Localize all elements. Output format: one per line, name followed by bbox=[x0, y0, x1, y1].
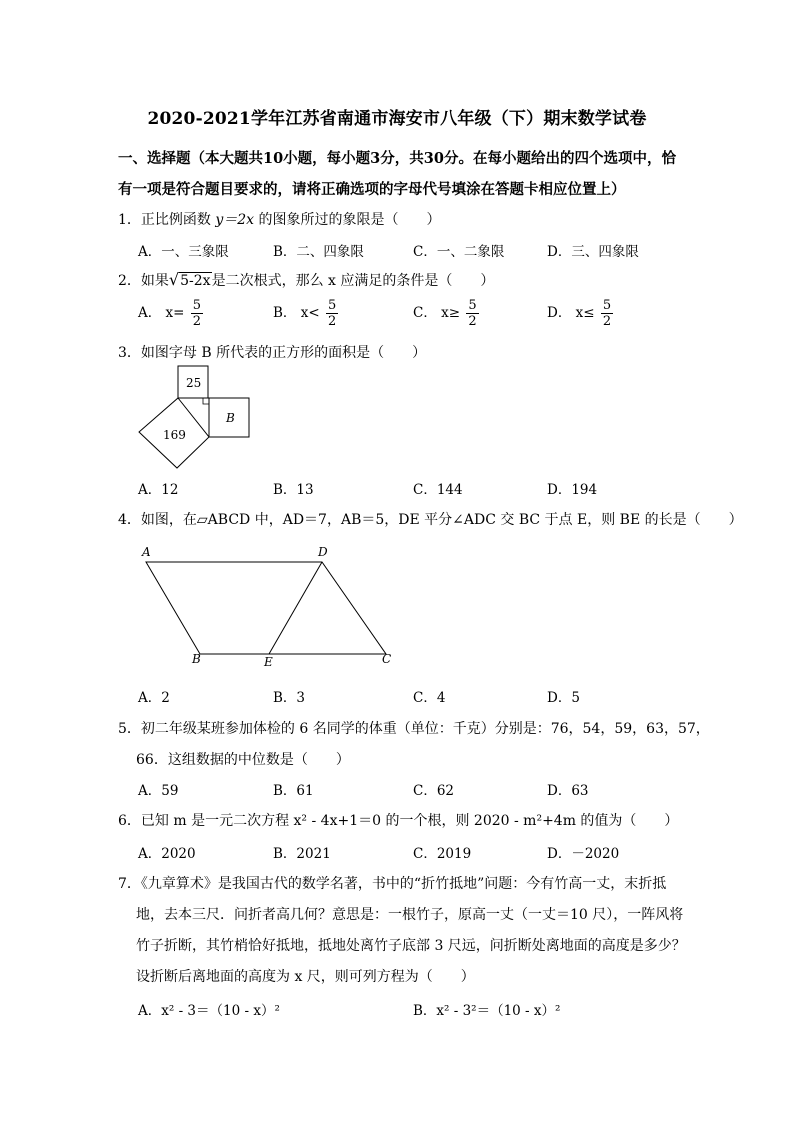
label-b: B bbox=[192, 652, 201, 666]
q1-prefix: 1．正比例函数 bbox=[118, 212, 216, 228]
q3-squares-figure bbox=[130, 362, 260, 474]
q4-option-a[interactable]: A．2 bbox=[138, 690, 170, 706]
q2-a-den: 2 bbox=[192, 314, 202, 329]
question-1-stem bbox=[118, 209, 441, 229]
q5-option-a[interactable]: A．59 bbox=[138, 783, 179, 799]
q5-option-c[interactable]: C．62 bbox=[413, 783, 455, 799]
q1-option-a[interactable]: A．一、三象限 bbox=[138, 244, 229, 260]
q1-suffix: 的图象所过的象限是（ ） bbox=[254, 212, 441, 228]
q4-parallelogram-figure bbox=[136, 540, 401, 668]
q1-option-c[interactable]: C．一、二象限 bbox=[413, 244, 505, 260]
segment-de bbox=[269, 562, 322, 654]
q2-d-num: 5 bbox=[602, 298, 612, 313]
q4-option-d[interactable]: D．5 bbox=[547, 690, 580, 706]
q2-prefix: 2．如果 bbox=[118, 273, 169, 289]
label-d: D bbox=[318, 545, 328, 559]
question-5-line1: 5．初二年级某班参加体检的 6 名同学的体重（单位：千克）分别是：76，54，59，63，57， bbox=[118, 721, 710, 737]
q2-c-fraction bbox=[466, 299, 478, 328]
question-7-line4: 设折断后离地面的高度为 x 尺，则可列方程为（ ） bbox=[136, 969, 475, 985]
q2-c-lhs: x≥ bbox=[441, 305, 461, 321]
q2-c-letter: C． bbox=[413, 305, 437, 321]
radical-icon: √ bbox=[168, 270, 180, 289]
q4-option-b[interactable]: B．3 bbox=[273, 690, 306, 706]
label-e: E bbox=[264, 655, 273, 668]
q1-option-d[interactable]: D．三、四象限 bbox=[547, 244, 639, 260]
q3-option-b[interactable]: B．13 bbox=[273, 482, 314, 498]
q2-b-num: 5 bbox=[327, 298, 337, 313]
q2-option-d[interactable] bbox=[547, 299, 613, 328]
q3-option-d[interactable]: D．194 bbox=[547, 482, 598, 498]
question-7-line1: 7．《九章算术》是我国古代的数学名著，书中的“折竹抵地”问题：今有竹高一丈，末折抵 bbox=[118, 876, 667, 892]
section-heading-line2: 有一项是符合题目要求的，请将正确选项的字母代号填涂在答题卡相应位置上） bbox=[118, 181, 626, 198]
page-title: 2020-2021学年江苏省南通市海安市八年级（下）期末数学试卷 bbox=[147, 109, 647, 129]
q5-option-b[interactable]: B．61 bbox=[273, 783, 314, 799]
q6-option-b[interactable]: B．2021 bbox=[273, 846, 331, 862]
q2-d-fraction bbox=[601, 299, 613, 328]
q3-option-a[interactable]: A．12 bbox=[138, 482, 179, 498]
q6-option-d[interactable]: D．－2020 bbox=[547, 846, 620, 862]
q2-a-num: 5 bbox=[192, 298, 202, 313]
label-a: A bbox=[142, 545, 151, 559]
q2-d-den: 2 bbox=[602, 314, 612, 329]
q2-b-lhs: x< bbox=[300, 305, 320, 321]
label-25: 25 bbox=[186, 376, 202, 390]
q1-option-b[interactable]: B．二、四象限 bbox=[273, 244, 364, 260]
q2-a-lhs: x= bbox=[165, 305, 185, 321]
q2-b-den: 2 bbox=[327, 314, 337, 329]
q2-suffix: 是二次根式，那么 x 应满足的条件是（ ） bbox=[211, 273, 495, 289]
question-6-stem: 6．已知 m 是一元二次方程 x² - 4x+1＝0 的一个根，则 2020 - m²+4m 的值为（ ） bbox=[118, 813, 679, 829]
question-2-stem bbox=[118, 270, 494, 290]
question-7-line2: 地，去本三尺．问折者高几何？意思是：一根竹子，原高一丈（一丈＝10 尺），一阵风将 bbox=[136, 907, 684, 923]
q2-b-fraction bbox=[326, 299, 338, 328]
label-169: 169 bbox=[163, 428, 186, 442]
section-heading-line1: 一、选择题（本大题共10小题，每小题3分，共30分。在每小题给出的四个选项中，恰 bbox=[118, 150, 676, 167]
q2-option-a[interactable] bbox=[138, 299, 203, 328]
q2-c-den: 2 bbox=[468, 314, 477, 329]
label-b: B bbox=[226, 411, 235, 425]
q6-option-a[interactable]: A．2020 bbox=[138, 846, 196, 862]
q2-radicand: 5-2x bbox=[180, 273, 211, 289]
q2-a-fraction bbox=[191, 299, 203, 328]
q3-option-c[interactable]: C．144 bbox=[413, 482, 463, 498]
q7-option-b[interactable]: B．x² - 3²＝（10 - x）² bbox=[413, 1003, 561, 1019]
q2-b-letter: B． bbox=[273, 305, 297, 321]
q4-option-c[interactable]: C．4 bbox=[413, 690, 446, 706]
right-angle-mark bbox=[203, 398, 209, 404]
question-7-line3: 竹子折断，其竹梢恰好抵地，抵地处离竹子底部 3 尺远，问折断处离地面的高度是多少？ bbox=[136, 938, 686, 954]
parallelogram-abcd bbox=[146, 562, 386, 654]
label-c: C bbox=[382, 652, 392, 666]
q7-option-a[interactable]: A．x² - 3＝（10 - x）² bbox=[138, 1003, 280, 1019]
q5-option-d[interactable]: D．63 bbox=[547, 783, 589, 799]
q2-a-letter: A． bbox=[138, 305, 162, 321]
q2-option-b[interactable] bbox=[273, 299, 338, 328]
q1-function: y＝2x bbox=[215, 212, 255, 228]
q2-option-c[interactable] bbox=[413, 299, 479, 328]
q2-d-letter: D． bbox=[547, 305, 572, 321]
question-4-stem: 4．如图，在▱ABCD 中，AD＝7，AB＝5，DE 平分∠ADC 交 BC 于点 E，则 BE 的长是（ ） bbox=[118, 512, 743, 528]
question-3-stem: 3．如图字母 B 所代表的正方形的面积是（ ） bbox=[118, 345, 427, 361]
q2-d-lhs: x≤ bbox=[575, 305, 595, 321]
q2-c-num: 5 bbox=[468, 298, 477, 313]
q6-option-c[interactable]: C．2019 bbox=[413, 846, 472, 862]
question-5-line2: 66．这组数据的中位数是（ ） bbox=[136, 752, 350, 768]
